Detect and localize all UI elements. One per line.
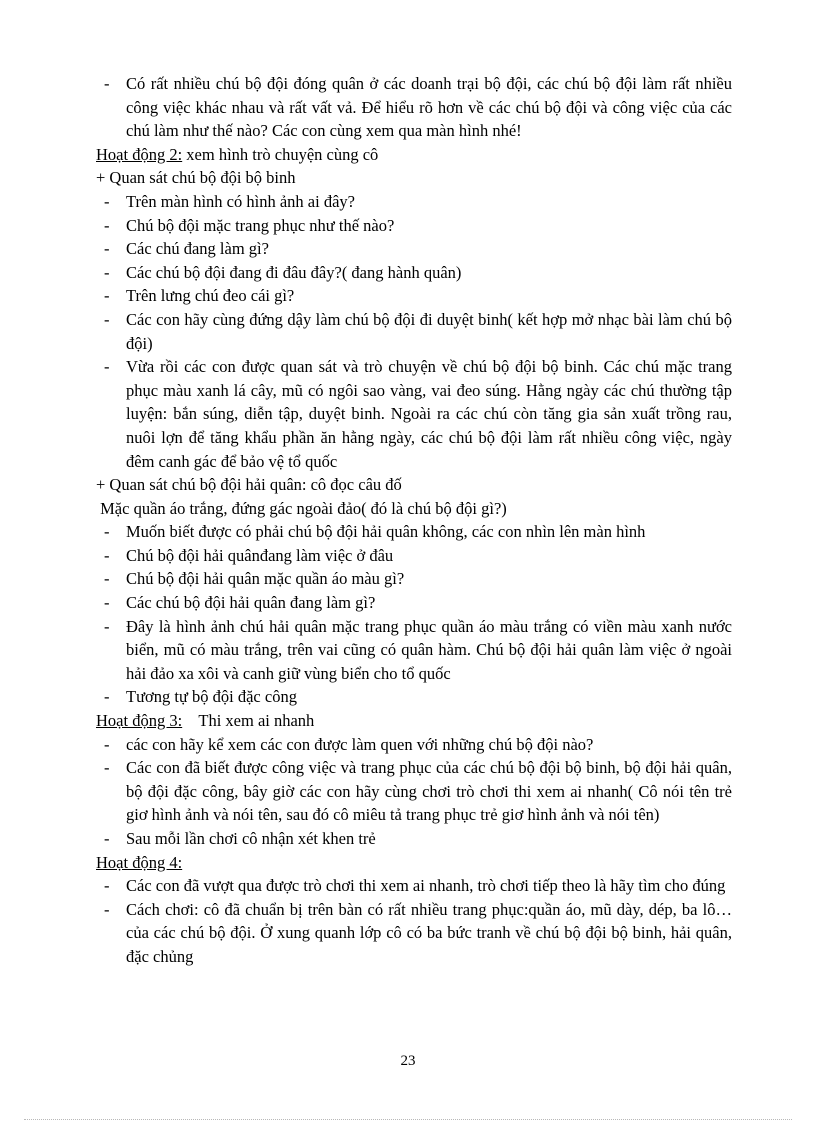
bullet-item [96, 567, 732, 591]
bullet-text: Các con hãy cùng đứng dậy làm chú bộ đội đi duyệt binh( kết hợp mở nhạc bài làm chú bộ đội) [126, 309, 732, 353]
bullet-text: Chú bộ đội hải quânđang làm việc ở đâu [126, 545, 394, 565]
bullet-text: Chú bộ đội mặc trang phục như thế nào? [126, 215, 395, 235]
bullet-text: Các con đã vượt qua được trò chơi thi xem ai nhanh, trò chơi tiếp theo là hãy tìm cho đúng [126, 876, 726, 896]
activity-heading-label: Hoạt động 2: [96, 144, 183, 164]
bullet-text: Trên lưng chú đeo cái gì? [126, 286, 295, 306]
bullet-dash: - [104, 569, 110, 589]
bullet-item [96, 544, 732, 568]
activity-heading-text: xem hình trò chuyện cùng cô [182, 144, 379, 164]
bullet-item [96, 237, 732, 261]
bullet-text: Có rất nhiều chú bộ đội đóng quân ở các doanh trại bộ đội, các chú bộ đội làm rất nhiều công việc khác nhau và rất vất vả. Để hiểu rõ hơn về các chú bộ đội và công việc của các chú làm như thế nào? Các con cùng xem qua màn hình nhé! [126, 74, 732, 141]
page-content [96, 72, 732, 969]
bullet-dash: - [104, 758, 110, 778]
activity-heading-text: Thi xem ai nhanh [182, 711, 315, 731]
bullet-dash: - [104, 687, 110, 707]
bullet-text: Các con đã biết được công việc và trang phục của các chú bộ đội bộ binh, bộ đội hải quân, bộ đội đặc công, bây giờ các con hãy cùng chơi trò chơi thi xem ai nhanh( Cô nói tên trẻ giơ hình ảnh và nói tên, sau đó cô miêu tả trang phục trẻ giơ hình ảnh và nói tên) [126, 758, 732, 825]
bullet-text: Cách chơi: cô đã chuẩn bị trên bàn có rất nhiều trang phục:quần áo, mũ dày, dép, ba lô… của các chú bộ đội. Ở xung quanh lớp cô có ba bức tranh về chú bộ đội bộ binh, hải quân, đặc chủng [126, 899, 732, 966]
page-bottom-divider [24, 1119, 792, 1120]
bullet-text: Trên màn hình có hình ảnh ai đây? [126, 191, 355, 211]
bullet-dash: - [104, 593, 110, 613]
activity-heading [96, 709, 732, 733]
bullet-text: Đây là hình ảnh chú hải quân mặc trang phục quần áo màu trắng có viền màu xanh nước biển, mũ có màu trắng, trên vai cũng có quân hàm. Chú bộ đội hải quân làm việc ở ngoài hải đảo xa xôi và canh giữ vùng biển cho tổ quốc [126, 616, 732, 683]
activity-heading [96, 851, 732, 875]
bullet-item [96, 261, 732, 285]
bullet-text: Các chú đang làm gì? [126, 239, 269, 259]
bullet-dash: - [104, 522, 110, 542]
bullet-dash: - [104, 899, 110, 919]
bullet-item [96, 355, 732, 473]
bullet-dash: - [104, 829, 110, 848]
bullet-item [96, 615, 732, 686]
bullet-dash: - [104, 309, 110, 329]
bullet-text: Tương tự bộ đội đặc công [126, 687, 297, 707]
text-line: + Quan sát chú bộ đội hải quân: cô đọc câu đố [96, 475, 402, 495]
bullet-item [96, 756, 732, 827]
activity-heading-label: Hoạt động 4: [96, 852, 183, 872]
bullet-item [96, 591, 732, 615]
activity-heading-label: Hoạt động 3: [96, 711, 183, 731]
bullet-item [96, 72, 732, 143]
bullet-dash: - [104, 191, 110, 211]
bullet-dash: - [104, 545, 110, 565]
bullet-item [96, 685, 732, 709]
bullet-text: Vừa rồi các con được quan sát và trò chuyện về chú bộ đội bộ binh. Các chú mặc trang phục màu xanh lá cây, mũ có ngôi sao vàng, vai đeo súng. Hằng ngày các chú thường tập luyện: bắn súng, diễn tập, duyệt binh. Ngoài ra các chú còn tăng gia sản xuất trồng rau, nuôi lợn để tăng khẩu phần ăn hằng ngày, các chú bộ đội làm rất nhiều công việc, ngày đêm canh gác để bảo vệ tổ quốc [126, 357, 732, 471]
bullet-dash: - [104, 262, 110, 282]
bullet-text: Sau mỗi lần chơi cô nhận xét khen trẻ [126, 829, 376, 848]
text-line: + Quan sát chú bộ đội bộ binh [96, 168, 296, 188]
bullet-text: Muốn biết được có phải chú bộ đội hải quân không, các con nhìn lên màn hình [126, 522, 646, 542]
bullet-item [96, 874, 732, 898]
page-number: 23 [400, 1053, 416, 1069]
activity-heading [96, 143, 732, 167]
bullet-item [96, 284, 732, 308]
bullet-item [96, 214, 732, 238]
bullet-dash: - [104, 286, 110, 306]
bullet-text: Các chú bộ đội đang đi đâu đây?( đang hành quân) [126, 262, 462, 282]
bullet-dash: - [104, 357, 110, 377]
bullet-dash: - [104, 734, 110, 754]
bullet-text: Chú bộ đội hải quân mặc quần áo màu gì? [126, 569, 405, 589]
bullet-item [96, 308, 732, 355]
text-line: Mặc quần áo trắng, đứng gác ngoài đảo( đó là chú bộ đội gì?) [96, 498, 507, 518]
bullet-item [96, 520, 732, 544]
bullet-dash: - [104, 616, 110, 636]
bullet-dash: - [104, 215, 110, 235]
bullet-dash: - [104, 74, 110, 93]
bullet-text: Các chú bộ đội hải quân đang làm gì? [126, 593, 376, 613]
bullet-item [96, 190, 732, 214]
bullet-dash: - [104, 239, 110, 259]
bullet-text: các con hãy kể xem các con được làm quen với những chú bộ đội nào? [126, 734, 594, 754]
bullet-item [96, 827, 732, 851]
bullet-item [96, 733, 732, 757]
bullet-dash: - [104, 876, 110, 896]
bullet-item [96, 898, 732, 969]
